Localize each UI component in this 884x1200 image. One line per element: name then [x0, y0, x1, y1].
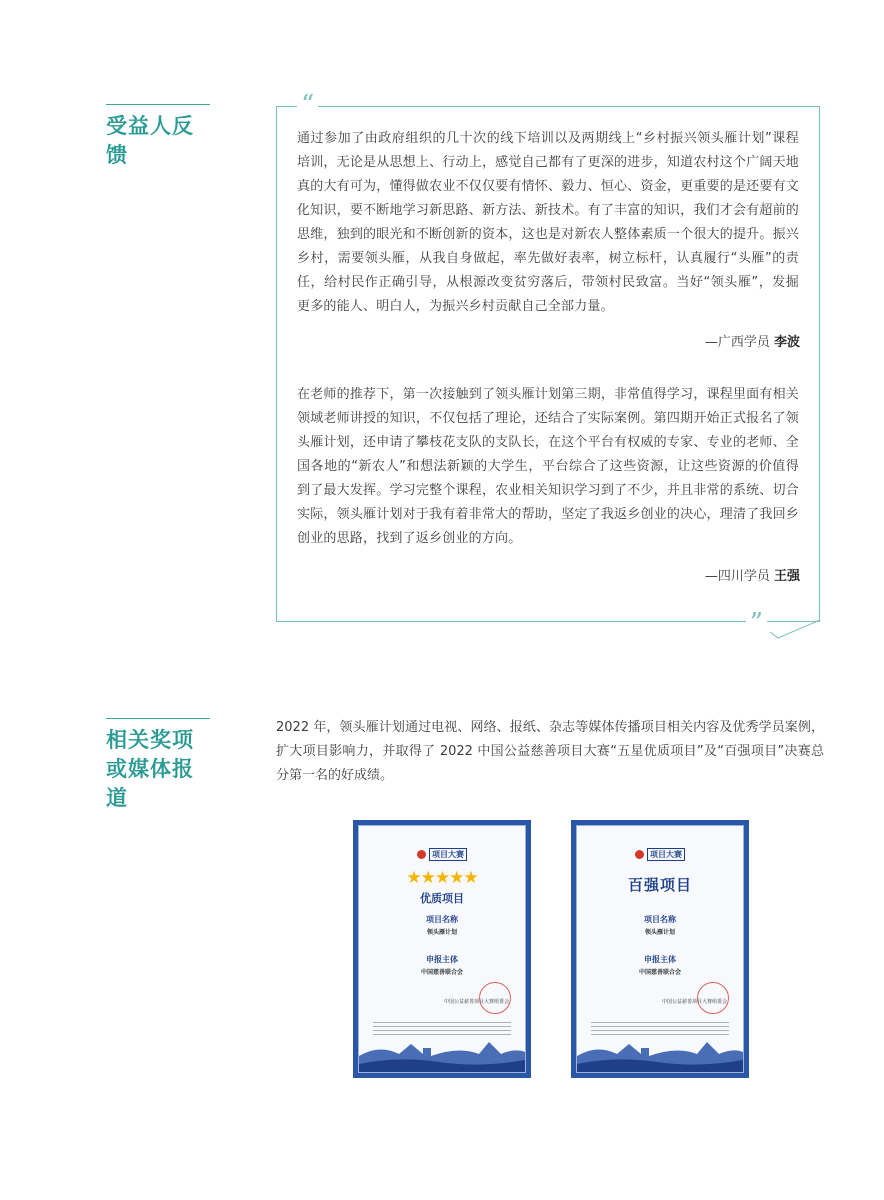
- applicant-label: 申报主体: [644, 955, 676, 964]
- project-name-value: 领头雁计划: [644, 929, 675, 936]
- applicant-label: 申报主体: [426, 955, 458, 964]
- signature-prefix: —广西学员: [704, 335, 774, 350]
- project-name-label: 项目名称: [426, 915, 458, 924]
- village-scene-icon: [577, 1030, 743, 1072]
- testimonial-text-1: 通过参加了由政府组织的几十次的线下培训以及两期线上“乡村振兴领头雁计划”课程培训，无论是从思想上、行动上，感觉自己都有了更深的进步，知道农村这个广阔天地真的大有可为，懂得做农业不仅仅要有情怀、毅力、恒心、资金，更重要的是还要有文化知识，要不断地学习新思路、新方法、新技术。有了丰富的知识，我们才会有超前的思维，独到的眼光和不断创新的资本，这也是对新农人整体素质一个很大的提升。振兴乡村，需要领头雁，从我自身做起，率先做好表率，树立标杆，认真履行“头雁”的责任，给村民作正确引导，从根源改变贫穷落后，带领村民致富。当好“领头雁”，发掘更多的能人、明白人，为振兴乡村贡献自己全部力量。: [297, 131, 799, 314]
- signature-prefix: —四川学员: [704, 569, 774, 584]
- testimonial-signature-2: [705, 565, 800, 584]
- certificate-heading: 百强项目: [627, 876, 692, 894]
- certificate-five-star: [353, 820, 531, 1078]
- feedback-section-title: 受益人反馈: [106, 104, 210, 170]
- testimonial-signature-1: [705, 331, 800, 350]
- certificate-issuer: 中国公益慈善项目大赛组委会: [661, 999, 727, 1005]
- applicant-value: 中国慈善联合会: [638, 969, 681, 976]
- open-quote-icon: “: [297, 95, 318, 115]
- applicant-value: 中国慈善联合会: [420, 969, 463, 976]
- logo-icon: [635, 850, 644, 859]
- awards-description: 2022 年，领头雁计划通过电视、网络、报纸、杂志等媒体传播项目相关内容及优秀学员案例，扩大项目影响力，并取得了 2022 中国公益慈善项目大赛“五星优质项目”及“百强项目”决赛总分第一名的好成绩。: [276, 720, 824, 783]
- certificate-heading: 优质项目: [420, 892, 464, 905]
- contest-logo: 项目大赛: [577, 848, 743, 861]
- signature-name: 王强: [773, 569, 800, 584]
- logo-icon: [417, 850, 426, 859]
- village-scene-icon: [359, 1030, 525, 1072]
- project-name-value: 领头雁计划: [426, 929, 457, 936]
- project-name-label: 项目名称: [644, 915, 676, 924]
- certificate-issuer: 中国公益慈善项目大赛组委会: [443, 999, 509, 1005]
- awards-section-title: 相关奖项或媒体报道: [106, 718, 210, 813]
- star-rating-icon: ★★★★★: [406, 868, 478, 888]
- speech-tail-icon: [770, 620, 830, 640]
- certificate-top-hundred: [571, 820, 749, 1078]
- signature-name: 李波: [773, 335, 800, 350]
- contest-logo: 项目大赛: [359, 848, 525, 861]
- close-quote-icon: ”: [746, 613, 767, 633]
- testimonial-text-2: 在老师的推荐下，第一次接触到了领头雁计划第三期，非常值得学习，课程里面有相关领域老师讲授的知识，不仅包括了理论，还结合了实际案例。第四期开始正式报名了领头雁计划，还申请了攀枝花支队的支队长，在这个平台有权威的专家、专业的老师、全国各地的“新农人”和想法新颖的大学生，平台综合了这些资源，让这些资源的价值得到了最大发挥。学习完整个课程，农业相关知识学习到了不少，并且非常的系统、切合实际，领头雁计划对于我有着非常大的帮助，坚定了我返乡创业的决心，理清了我回乡创业的思路，找到了返乡创业的方向。: [297, 387, 799, 546]
